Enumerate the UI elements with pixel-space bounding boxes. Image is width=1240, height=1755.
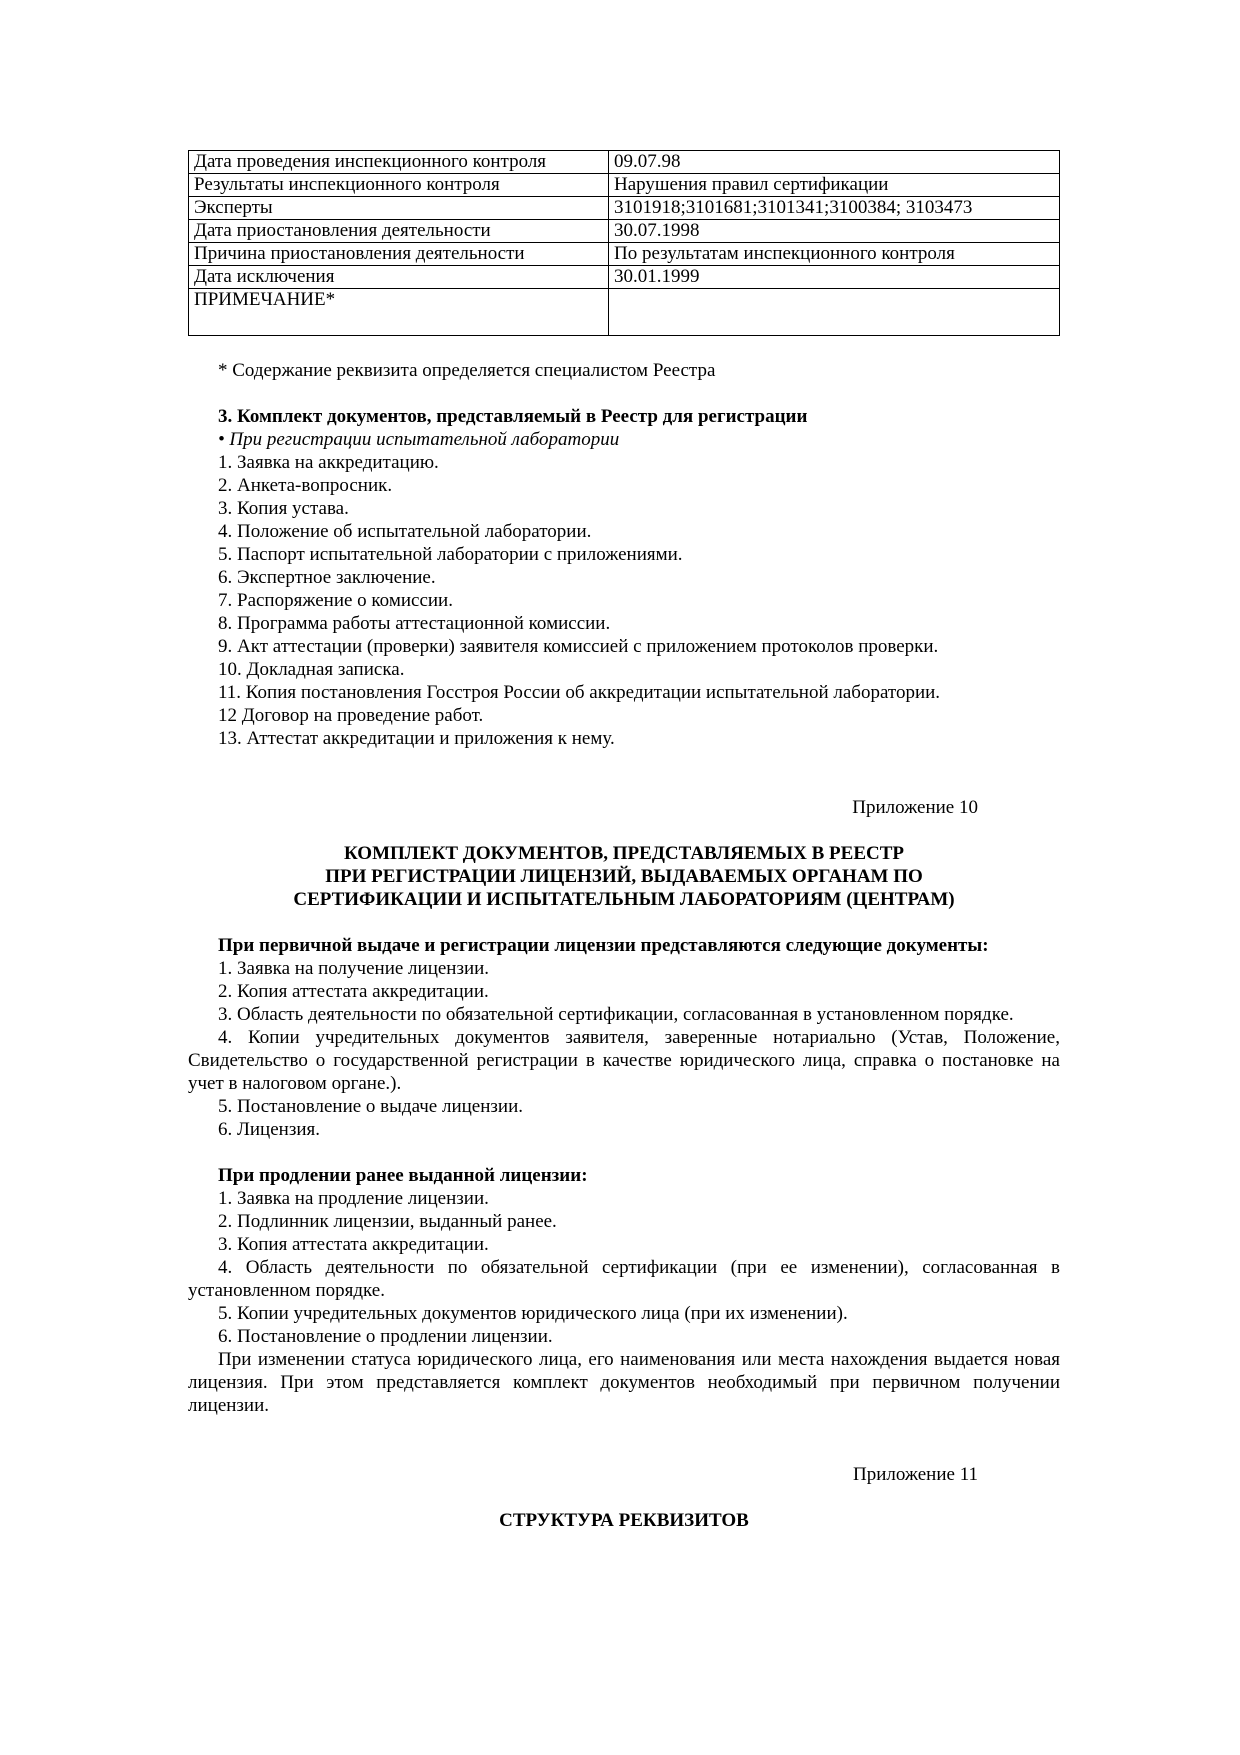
list-item: 5. Паспорт испытательной лаборатории с приложениями. bbox=[218, 544, 683, 565]
list-item: 9. Акт аттестации (проверки) заявителя комиссией с приложением протоколов проверки. bbox=[218, 636, 939, 657]
row-value: Нарушения правил сертификации bbox=[609, 174, 1060, 197]
table-row bbox=[189, 243, 1060, 266]
section3-subheading: • При регистрации испытательной лаборатории bbox=[218, 429, 620, 450]
list-item: 3. Копия устава. bbox=[218, 498, 349, 519]
appendix10-label: Приложение 10 bbox=[852, 797, 978, 818]
title-line: КОМПЛЕКТ ДОКУМЕНТОВ, ПРЕДСТАВЛЯЕМЫХ В РЕЕСТР bbox=[343, 843, 904, 864]
row-label: Эксперты bbox=[189, 197, 609, 220]
row-value: 09.07.98 bbox=[609, 151, 1060, 174]
row-value: По результатам инспекционного контроля bbox=[609, 243, 1060, 266]
row-label: ПРИМЕЧАНИЕ* bbox=[189, 289, 609, 336]
row-value: 30.01.1999 bbox=[609, 266, 1060, 289]
table-row bbox=[189, 220, 1060, 243]
table-row bbox=[189, 174, 1060, 197]
list-item: 2. Анкета-вопросник. bbox=[218, 475, 393, 496]
list-item: 1. Заявка на получение лицензии. bbox=[218, 958, 490, 979]
list-item: 11. Копия постановления Госстроя России об аккредитации испытательной лаборатории. bbox=[218, 682, 941, 703]
renewal-note: При изменении статуса юридического лица, его наименования или места нахождения выдается новая лицензия. При этом представляется комплект документов необходимый при первичном получении лицензии. bbox=[188, 1349, 1060, 1416]
list-item: 6. Лицензия. bbox=[218, 1119, 320, 1140]
primary-heading: При первичной выдаче и регистрации лицензии представляются следующие документы: bbox=[218, 935, 989, 956]
list-item: 4. Область деятельности по обязательной сертификации (при ее изменении), согласованная в установленном порядке. bbox=[188, 1257, 1060, 1301]
list-item: 7. Распоряжение о комиссии. bbox=[218, 590, 453, 611]
list-item: 5. Постановление о выдаче лицензии. bbox=[218, 1096, 523, 1117]
section3-list bbox=[188, 451, 1060, 750]
list-item: 10. Докладная записка. bbox=[218, 659, 405, 680]
row-value: 30.07.1998 bbox=[609, 220, 1060, 243]
renewal-heading: При продлении ранее выданной лицензии: bbox=[218, 1165, 588, 1186]
list-item: 1. Заявка на продление лицензии. bbox=[218, 1188, 489, 1209]
list-item: 2. Подлинник лицензии, выданный ранее. bbox=[218, 1211, 557, 1232]
row-value bbox=[609, 289, 1060, 336]
row-label: Причина приостановления деятельности bbox=[189, 243, 609, 266]
page-content bbox=[188, 150, 1060, 1532]
appendix10-title bbox=[188, 842, 1060, 911]
list-item: 5. Копии учредительных документов юридического лица (при их изменении). bbox=[218, 1303, 848, 1324]
list-item: 4. Копии учредительных документов заявителя, заверенные нотариально (Устав, Положение, Свидетельство о государственной регистрации в качестве юридического лица, справка о постановке на учет в налоговом органе.). bbox=[188, 1027, 1060, 1094]
row-label: Результаты инспекционного контроля bbox=[189, 174, 609, 197]
footnote: * Содержание реквизита определяется специалистом Реестра bbox=[218, 360, 716, 381]
registry-table bbox=[188, 150, 1060, 336]
table-row bbox=[189, 197, 1060, 220]
list-item: 4. Положение об испытательной лаборатории. bbox=[218, 521, 592, 542]
title-line: СЕРТИФИКАЦИИ И ИСПЫТАТЕЛЬНЫМ ЛАБОРАТОРИЯМ (ЦЕНТРАМ) bbox=[293, 889, 955, 910]
row-label: Дата приостановления деятельности bbox=[189, 220, 609, 243]
table-row bbox=[189, 151, 1060, 174]
list-item: 1. Заявка на аккредитацию. bbox=[218, 452, 439, 473]
appendix11-title: СТРУКТУРА РЕКВИЗИТОВ bbox=[499, 1510, 749, 1531]
row-label: Дата проведения инспекционного контроля bbox=[189, 151, 609, 174]
title-line: ПРИ РЕГИСТРАЦИИ ЛИЦЕНЗИЙ, ВЫДАВАЕМЫХ ОРГАНАМ ПО bbox=[325, 866, 923, 887]
list-item: 8. Программа работы аттестационной комиссии. bbox=[218, 613, 611, 634]
list-item: 3. Копия аттестата аккредитации. bbox=[218, 1234, 489, 1255]
list-item: 3. Область деятельности по обязательной сертификации, согласованная в установленном порядке. bbox=[218, 1004, 1014, 1025]
list-item: 13. Аттестат аккредитации и приложения к нему. bbox=[218, 728, 615, 749]
list-item: 2. Копия аттестата аккредитации. bbox=[218, 981, 489, 1002]
section3-heading: 3. Комплект документов, представляемый в Реестр для регистрации bbox=[218, 406, 808, 427]
table-row bbox=[189, 266, 1060, 289]
table-row-note bbox=[189, 289, 1060, 336]
row-label: Дата исключения bbox=[189, 266, 609, 289]
list-item: 12 Договор на проведение работ. bbox=[218, 705, 484, 726]
row-value: 3101918;3101681;3101341;3100384; 3103473 bbox=[609, 197, 1060, 220]
appendix11-label: Приложение 11 bbox=[852, 1464, 978, 1485]
list-item: 6. Экспертное заключение. bbox=[218, 567, 436, 588]
list-item: 6. Постановление о продлении лицензии. bbox=[218, 1326, 553, 1347]
